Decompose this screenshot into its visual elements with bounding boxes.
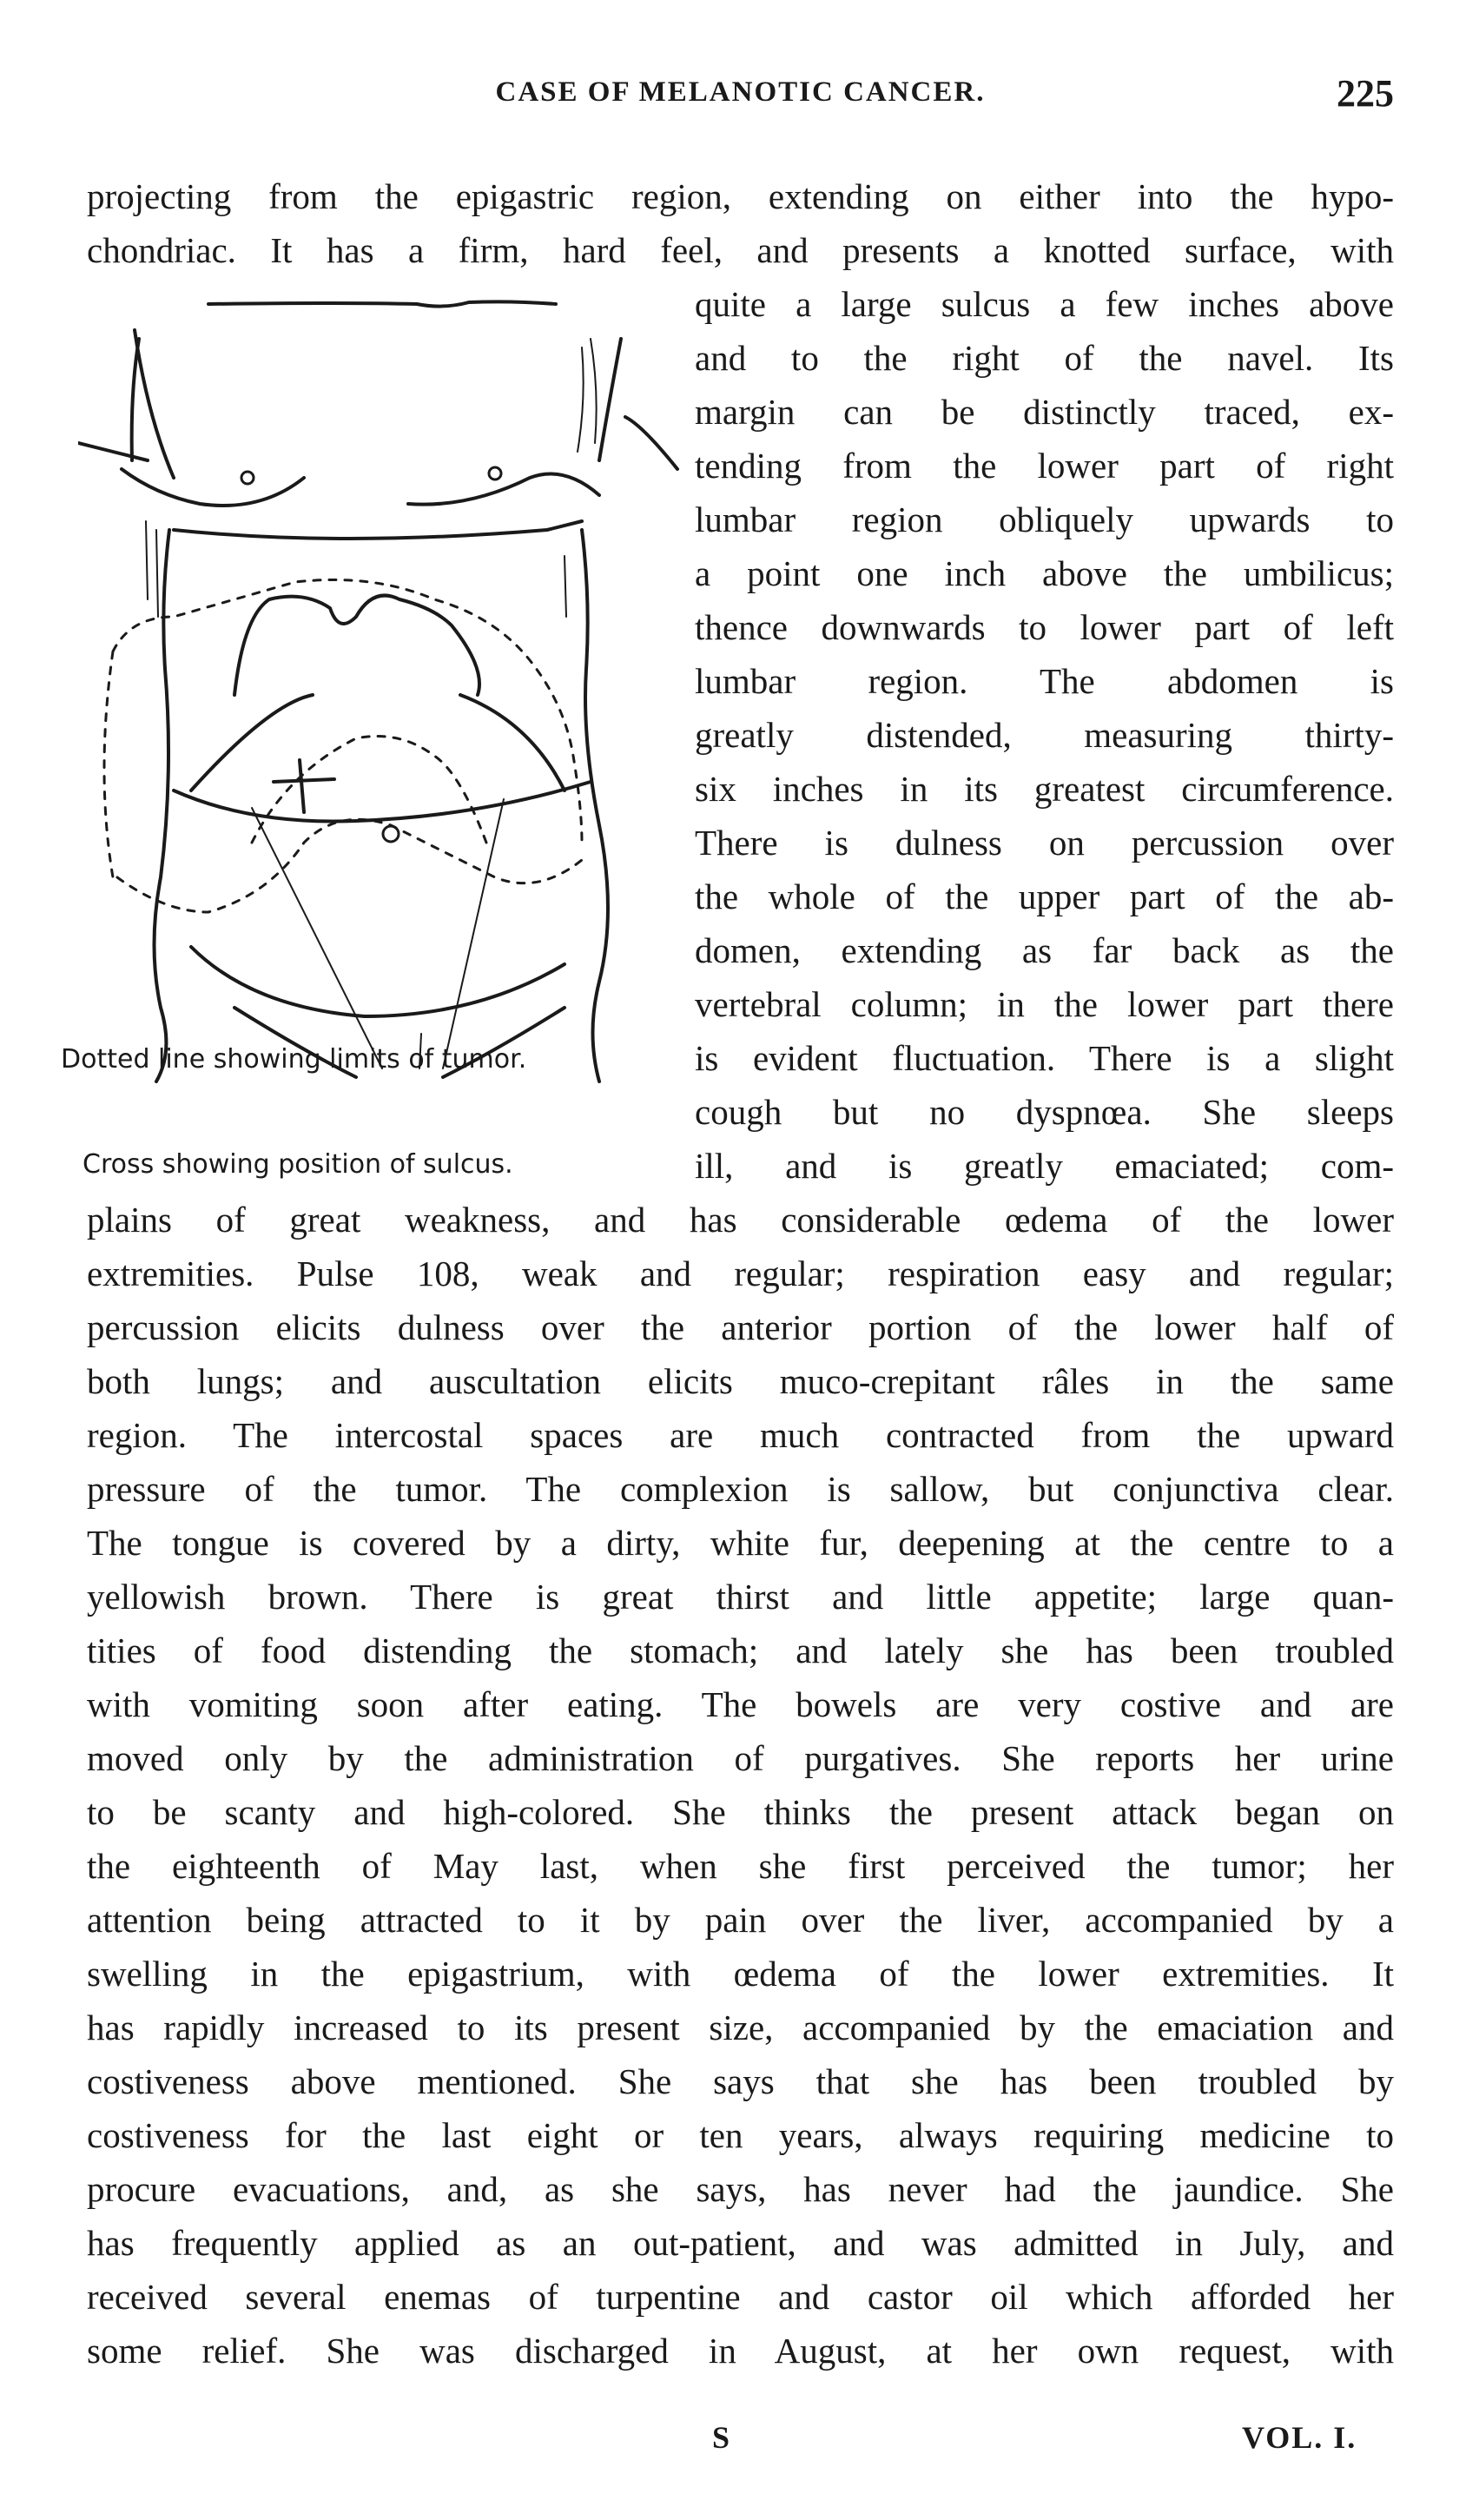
body-line: with vomiting soon after eating. The bowels are very costive and are [87,1684,1394,1724]
body-line: cough but no dyspnœa. She sleeps [695,1092,1394,1132]
body-line: thence downwards to lower part of left [695,607,1394,647]
body-line: some relief. She was discharged in August, at her own request, with [87,2331,1394,2371]
body-line: a point one inch above the umbilicus; [695,553,1394,593]
body-line: region. The intercostal spaces are much contracted from the upward [87,1415,1394,1455]
body-line: has frequently applied as an out-patient, and was admitted in July, and [87,2223,1394,2263]
body-line: procure evacuations, and, as she says, has never had the jaundice. She [87,2169,1394,2209]
body-line: to be scanty and high-colored. She thinks the present attack began on [87,1792,1394,1832]
body-line: plains of great weakness, and has considerable œdema of the lower [87,1200,1394,1240]
body-line: tities of food distending the stomach; and lately she has been troubled [87,1630,1394,1670]
body-line: both lungs; and auscultation elicits muco-crepitant râles in the same [87,1361,1394,1401]
body-line: yellowish brown. There is great thirst and little appetite; large quan- [87,1577,1394,1617]
body-line: greatly distended, measuring thirty- [695,715,1394,755]
body-line: lumbar region. The abdomen is [695,661,1394,701]
body-line: vertebral column; in the lower part there [695,984,1394,1024]
body-line: costiveness above mentioned. She says that she has been troubled by [87,2061,1394,2101]
body-line: extremities. Pulse 108, weak and regular; respiration easy and regular; [87,1253,1394,1293]
running-title: CASE OF MELANOTIC CANCER. [495,76,986,108]
body-line: received several enemas of turpentine and castor oil which afforded her [87,2277,1394,2317]
body-line: six inches in its greatest circumference. [695,769,1394,809]
body-line: is evident fluctuation. There is a slight [695,1038,1394,1078]
body-line: lumbar region obliquely upwards to [695,499,1394,539]
body-line: There is dulness on percussion over [695,823,1394,863]
body-line: swelling in the epigastrium, with œdema of the lower extremities. It [87,1954,1394,1994]
body-line: and to the right of the navel. Its [695,338,1394,378]
body-line: costiveness for the last eight or ten years, always requiring medicine to [87,2115,1394,2155]
body-line: chondriac. It has a firm, hard feel, and presents a knotted surface, with [87,230,1394,270]
body-line: percussion elicits dulness over the anterior portion of the lower half of [87,1307,1394,1347]
body-line: attention being attracted to it by pain over the liver, accompanied by a [87,1900,1394,1940]
running-head [87,71,1394,115]
body-line: the whole of the upper part of the ab- [695,876,1394,916]
body-line: the eighteenth of May last, when she first perceived the tumor; her [87,1846,1394,1886]
body-line: ill, and is greatly emaciated; com- [695,1146,1394,1186]
abdomen-illustration [61,287,703,1086]
body-line: tending from the lower part of right [695,446,1394,486]
figure-caption: Cross showing position of sulcus. [83,1149,513,1180]
page-number: 225 [1337,72,1394,115]
body-line: has rapidly increased to its present size, accompanied by the emaciation and [87,2007,1394,2047]
body-line: domen, extending as far back as the [695,930,1394,970]
figure-caption: Dotted line showing limits of tumor. [61,1044,527,1075]
volume-label: VOL. I. [1242,2420,1357,2455]
body-line: The tongue is covered by a dirty, white fur, deepening at the centre to a [87,1523,1394,1563]
body-line: moved only by the administration of purgatives. She reports her urine [87,1738,1394,1778]
body-line: margin can be distinctly traced, ex- [695,392,1394,432]
signature-mark: S [712,2420,730,2455]
body-line: quite a large sulcus a few inches above [695,284,1394,324]
body-line: projecting from the epigastric region, extending on either into the hypo- [87,176,1394,216]
body-line: pressure of the tumor. The complexion is sallow, but conjunctiva clear. [87,1469,1394,1509]
